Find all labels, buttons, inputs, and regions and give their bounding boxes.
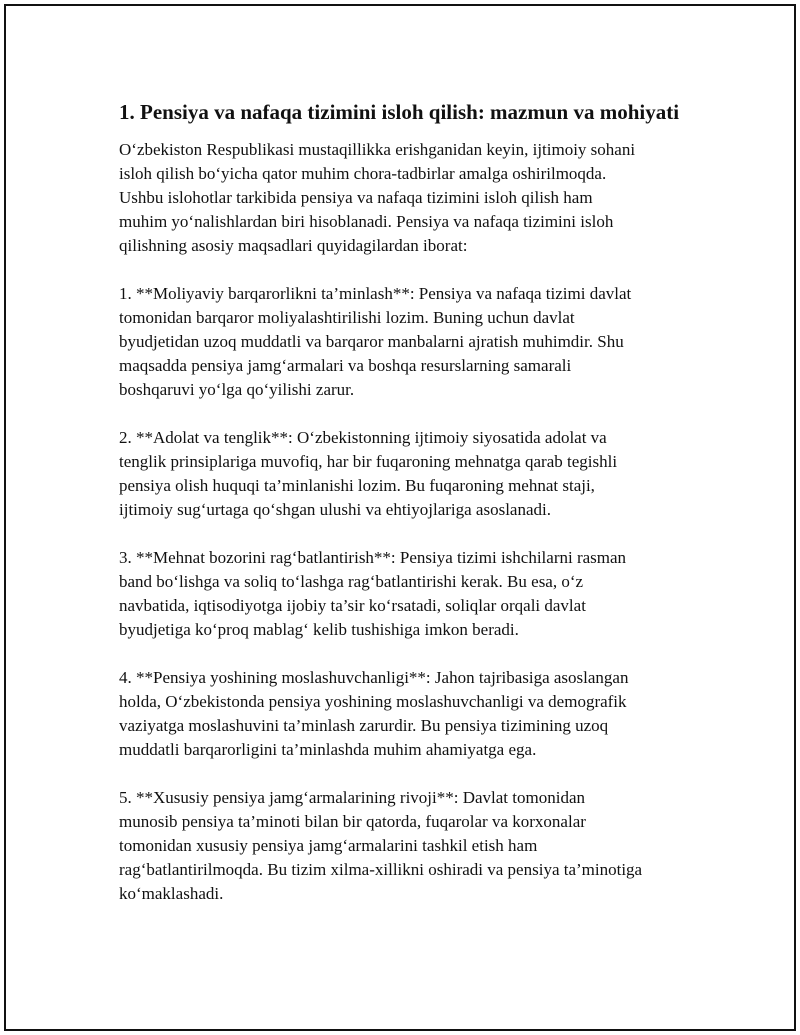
intro-paragraph: O‘zbekiston Respublikasi mustaqillikka erishganidan keyin, ijtimoiy sohani isloh qilish bo‘yicha qator muhim chora-tadbirlar amalga oshirilmoqda. Ushbu islohotlar tarkibida pensiya va nafaqa tizimini isloh qilish ham muhim yo‘nalishlardan biri hisoblanadi. Pensiya va nafaqa tizimini isloh qilishning asosiy maqsadlari quyidagilardan iborat: — [119, 140, 636, 255]
document-body — [119, 98, 699, 930]
document-title: 1. Pensiya va nafaqa tizimini isloh qilish: mazmun va mohiyati — [119, 100, 680, 124]
paragraph-financial-stability: 1. **Moliyaviy barqarorlikni ta’minlash**: Pensiya va nafaqa tizimi davlat tomonidan barqaror moliyalashtirilishi lozim. Buning uchun davlat byudjetidan uzoq muddatli va barqaror manbalarni ajratish muhimdir. Shu maqsadda pensiya jamg‘armalari va boshqa resurslarning samarali boshqaruvi yo‘lga qo‘yilishi zarur. — [119, 284, 632, 399]
document-page — [4, 4, 796, 1031]
paragraph-justice-equality: 2. **Adolat va tenglik**: O‘zbekistonning ijtimoiy siyosatida adolat va tenglik prinsiplariga muvofiq, har bir fuqaroning mehnatga qarab tegishli pensiya olish huquqi ta’minlanishi lozim. Bu fuqaroning mehnat staji, ijtimoiy sug‘urtaga qo‘shgan ulushi va ehtiyojlariga asoslanadi. — [119, 428, 618, 519]
paragraph-private-pension-funds: 5. **Xususiy pensiya jamg‘armalarining rivoji**: Davlat tomonidan munosib pensiya ta’minoti bilan bir qatorda, fuqarolar va korxonalar tomonidan xususiy pensiya jamg‘armalarini tashkil etish ham rag‘batlantirilmoqda. Bu tizim xilma-xillikni oshiradi va pensiya ta’minotiga ko‘maklashadi. — [119, 788, 643, 903]
paragraph-retirement-age: 4. **Pensiya yoshining moslashuvchanligi**: Jahon tajribasiga asoslangan holda, O‘zbekistonda pensiya yoshining moslashuvchanligi va demografik vaziyatga moslashuvini ta’minlash zarurdir. Bu pensiya tizimining uzoq muddatli barqarorligini ta’minlashda muhim ahamiyatga ega. — [119, 668, 629, 759]
paragraph-labor-market: 3. **Mehnat bozorini rag‘batlantirish**: Pensiya tizimi ishchilarni rasman band bo‘lishga va soliq to‘lashga rag‘batlantirishi kerak. Bu esa, o‘z navbatida, iqtisodiyotga ijobiy ta’sir ko‘rsatadi, soliqlar orqali davlat byudjetiga ko‘proq mablag‘ kelib tushishiga imkon beradi. — [119, 548, 627, 639]
